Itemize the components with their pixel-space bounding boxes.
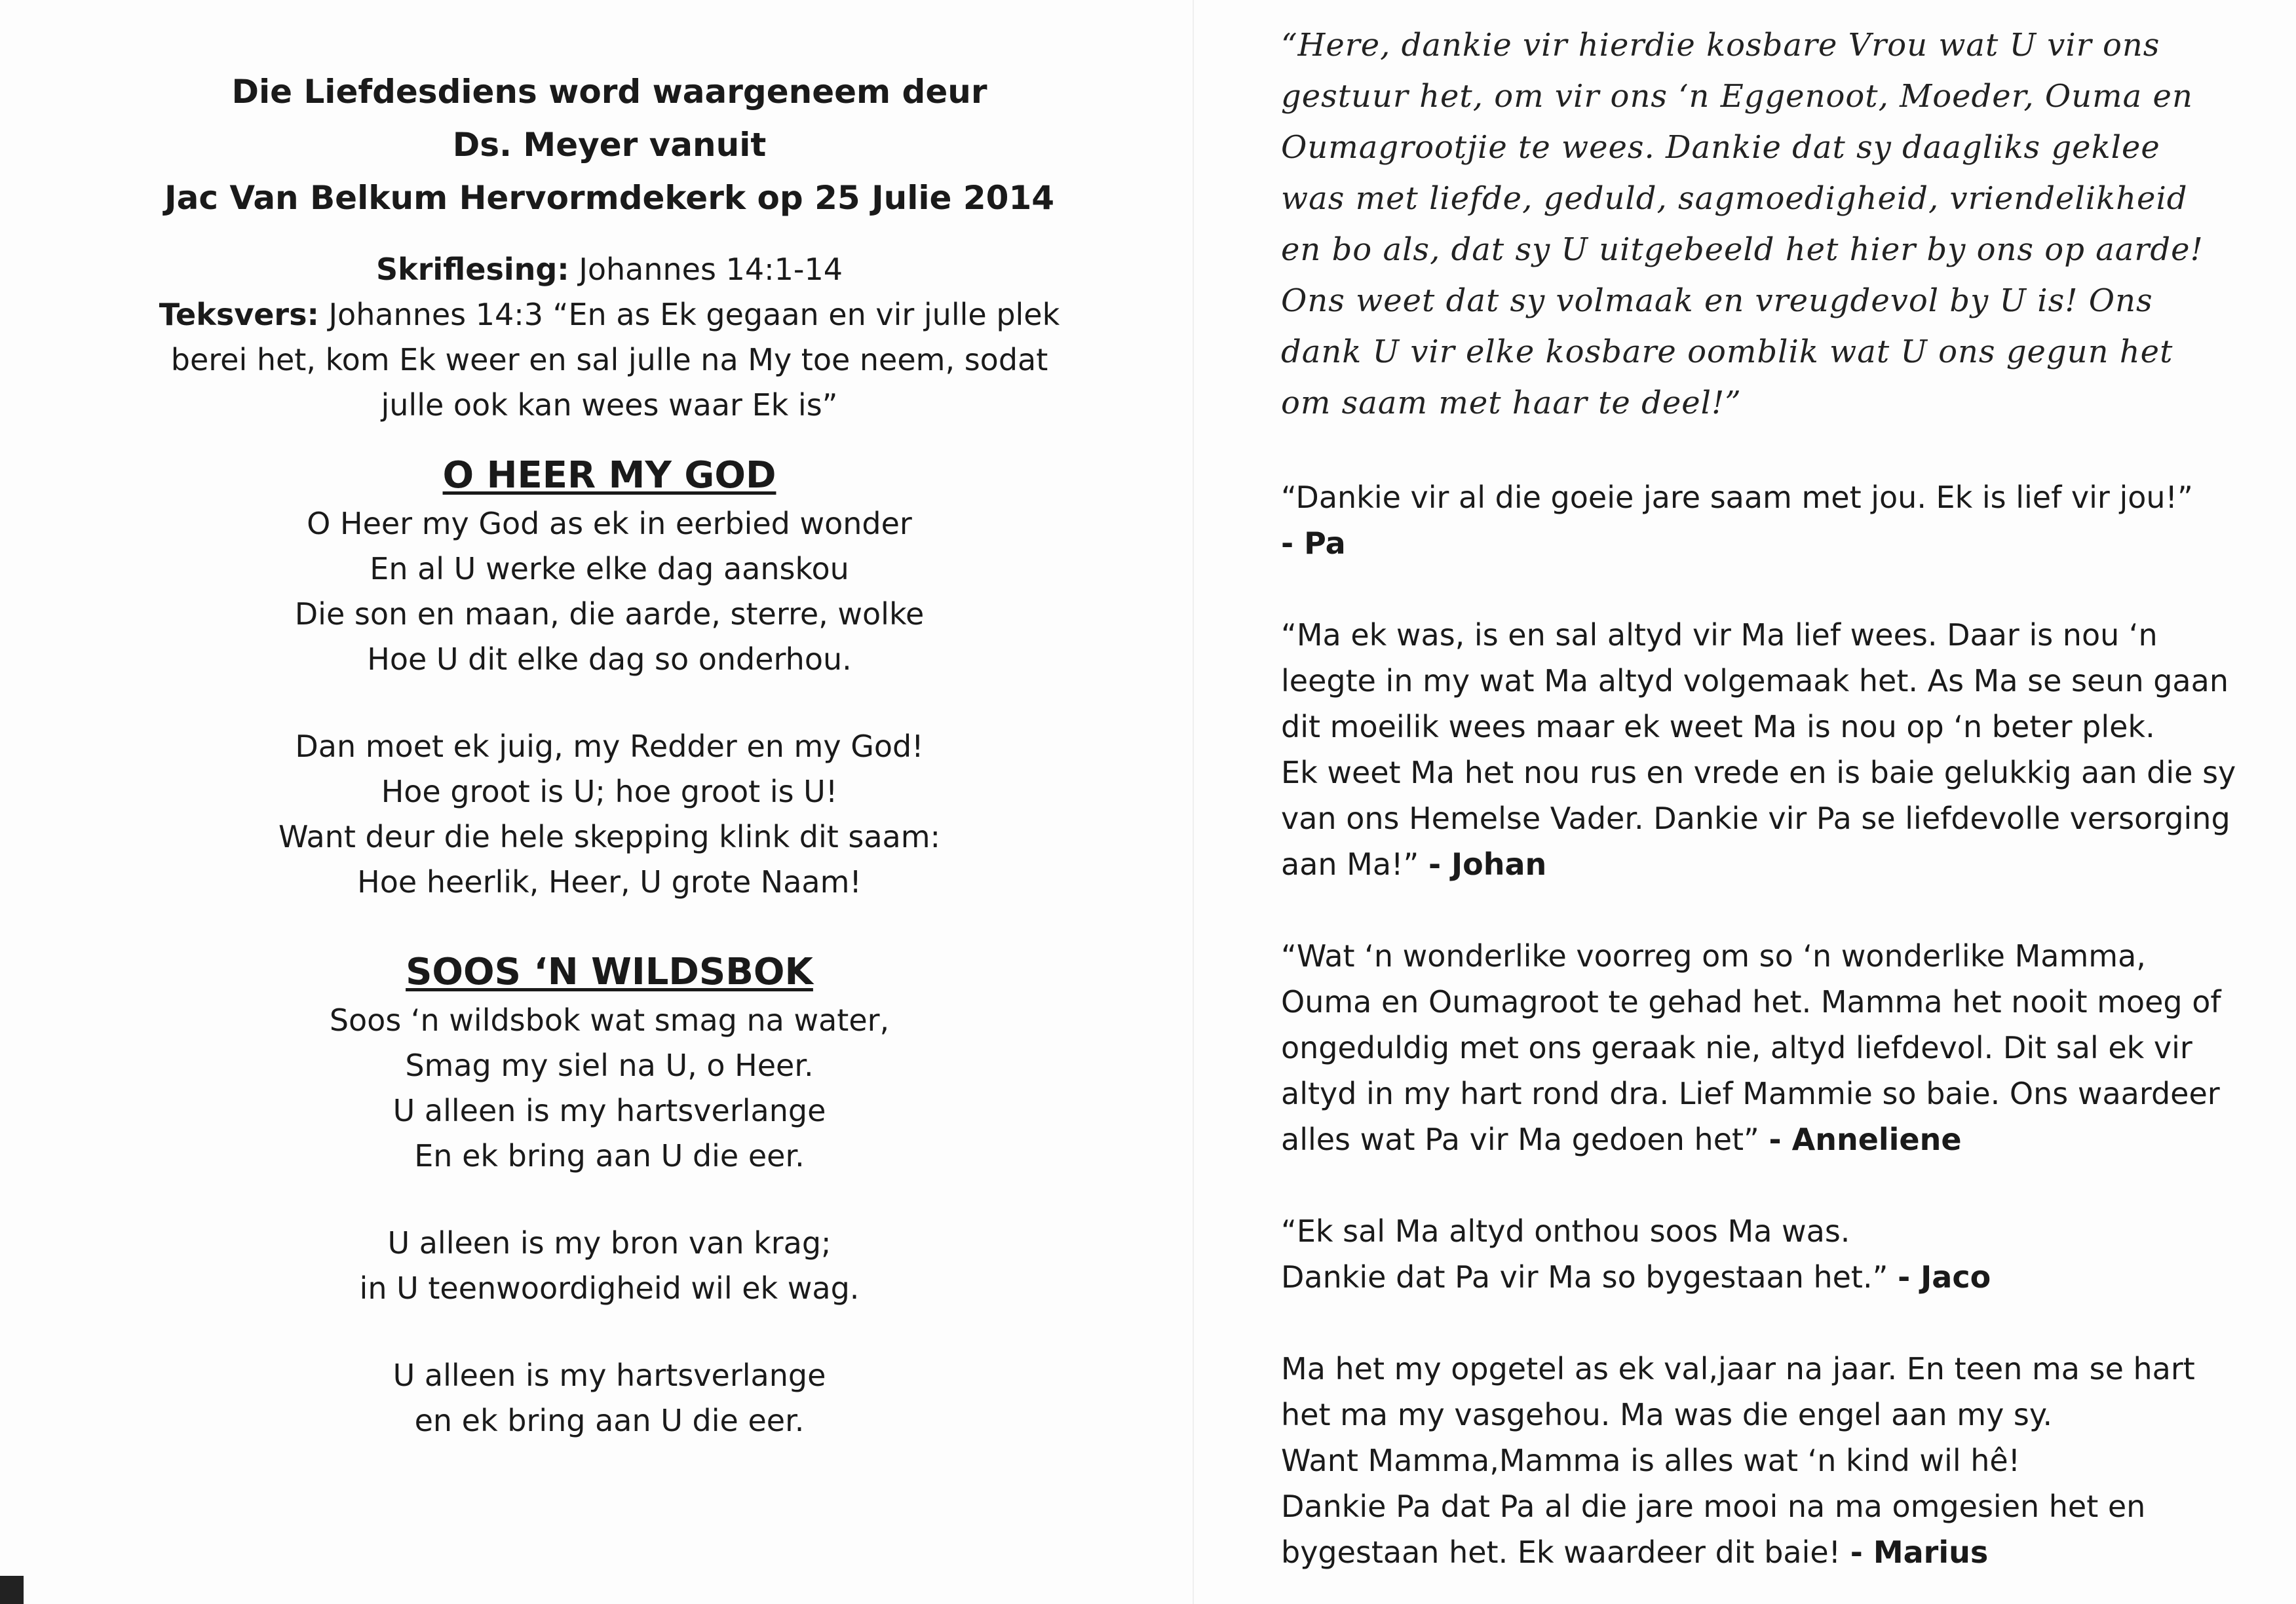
tribute-line: “Ek sal Ma altyd onthou soos Ma was. (1281, 1213, 1850, 1249)
tribute-jaco (1281, 1208, 2264, 1300)
song-verse (72, 998, 1147, 1179)
tribute-signature: - Marius (1850, 1535, 1989, 1570)
song-o-heer-my-god (72, 450, 1147, 905)
lyric-line: En al U werke elke dag aanskou (370, 551, 849, 586)
text-verse-line: Teksvers: Johannes 14:3 “En as Ek gegaan en vir julle plek (159, 297, 1060, 332)
prayer-line: was met liefde, geduld, sagmoedigheid, vriendelikheid (1281, 180, 2188, 217)
tribute-anneliene (1281, 933, 2264, 1162)
song-verse (72, 1353, 1147, 1443)
tribute-line: bygestaan het. Ek waardeer dit baie! - Marius (1281, 1535, 1989, 1570)
tribute-marius (1281, 1346, 2264, 1575)
song-soos-n-wildsbok (72, 947, 1147, 1443)
prayer-line: Oumagrootjie te wees. Dankie dat sy daagliks geklee (1281, 129, 2160, 166)
tribute-line: leegte in my wat Ma altyd volgemaak het. As Ma se seun gaan (1281, 663, 2229, 698)
heading-line: Ds. Meyer vanuit (452, 126, 767, 164)
prayer-line: om saam met haar te deel!” (1281, 385, 1742, 421)
lyric-line: U alleen is my hartsverlange (392, 1358, 826, 1393)
tribute-line: ongeduldig met ons geraak nie, altyd liefdevol. Dit sal ek vir (1281, 1030, 2192, 1065)
heading-line: Die Liefdesdiens word waargeneem deur (231, 73, 987, 111)
scripture-reading (72, 247, 1147, 292)
song-verse (72, 1221, 1147, 1311)
service-heading (72, 66, 1147, 225)
tribute-line: Ma het my opgetel as ek val,jaar na jaar. En teen ma se hart (1281, 1351, 2195, 1386)
reading-value: Johannes 14:1-14 (579, 252, 843, 287)
tribute-line: het ma my vasgehou. Ma was die engel aan my sy. (1281, 1397, 2053, 1432)
tribute-signature: - Pa (1281, 525, 1346, 561)
prayer-line: en bo als, dat sy U uitgebeeld het hier by ons op aarde! (1281, 231, 2204, 268)
text-verse-line: julle ook kan wees waar Ek is” (381, 387, 838, 423)
scan-edge-mark (0, 1576, 24, 1604)
lyric-line: in U teenwoordigheid wil ek wag. (359, 1270, 860, 1306)
right-page (1281, 20, 2264, 1575)
lyric-line: Hoe heerlik, Heer, U grote Naam! (357, 864, 862, 900)
lyric-line: en ek bring aan U die eer. (414, 1403, 805, 1438)
tribute-line: van ons Hemelse Vader. Dankie vir Pa se liefdevolle versorging (1281, 801, 2230, 836)
text-verse-label: Teksvers: (159, 297, 319, 332)
lyric-line: Hoe groot is U; hoe groot is U! (381, 774, 838, 809)
tribute-line: Ouma en Oumagroot te gehad het. Mamma het nooit moeg of (1281, 984, 2221, 1020)
tribute-line: altyd in my hart rond dra. Lief Mammie so baie. Ons waardeer (1281, 1076, 2220, 1111)
tribute-signature: - Johan (1428, 847, 1547, 882)
tribute-line: “Ma ek was, is en sal altyd vir Ma lief wees. Daar is nou ‘n (1281, 617, 2158, 653)
lyric-line: Want deur die hele skepping klink dit saam: (278, 819, 941, 854)
tribute-line: “Wat ‘n wonderlike voorreg om so ‘n wonderlike Mamma, (1281, 938, 2146, 974)
page-fold (1193, 0, 1194, 1604)
lyric-line: U alleen is my hartsverlange (392, 1093, 826, 1128)
tribute-line: Want Mamma,Mamma is alles wat ‘n kind wil hê! (1281, 1443, 2021, 1478)
tribute-line: aan Ma!” - Johan (1281, 847, 1547, 882)
tribute-line: Ek weet Ma het nou rus en vrede en is baie gelukkig aan die sy (1281, 755, 2236, 790)
tribute-pa (1281, 474, 2264, 566)
lyric-line: Smag my siel na U, o Heer. (405, 1048, 814, 1083)
lyric-line: Hoe U dit elke dag so onderhou. (367, 641, 852, 677)
lyric-line: U alleen is my bron van krag; (387, 1225, 832, 1261)
lyric-line: Dan moet ek juig, my Redder en my God! (295, 729, 924, 764)
prayer-line: dank U vir elke kosbare oomblik wat U ons gegun het (1281, 334, 2173, 370)
lyric-line: Soos ‘n wildsbok wat smag na water, (329, 1002, 890, 1038)
song-title: O HEER MY GOD (442, 454, 776, 497)
tribute-line: Dankie Pa dat Pa al die jare mooi na ma omgesien het en (1281, 1489, 2146, 1524)
lyric-line: O Heer my God as ek in eerbied wonder (307, 506, 912, 541)
prayer-line: “Here, dankie vir hierdie kosbare Vrou wat U vir ons (1281, 27, 2160, 64)
song-chorus (72, 724, 1147, 905)
left-page (72, 66, 1147, 1443)
song-verse (72, 501, 1147, 682)
tribute-line: Dankie dat Pa vir Ma so bygestaan het.” - Jaco (1281, 1259, 1991, 1295)
reading-label: Skriflesing: (376, 252, 569, 287)
text-verse (72, 292, 1147, 428)
heading-line: Jac Van Belkum Hervormdekerk op 25 Julie 2014 (164, 179, 1055, 217)
tribute-line: dit moeilik wees maar ek weet Ma is nou op ‘n beter plek. (1281, 709, 2155, 744)
tribute-johan (1281, 612, 2264, 887)
tribute-signature: - Anneliene (1769, 1122, 1962, 1157)
lyric-line: En ek bring aan U die eer. (414, 1138, 805, 1174)
prayer-line: gestuur het, om vir ons ‘n Eggenoot, Moeder, Ouma en (1281, 78, 2193, 115)
tribute-signature: - Jaco (1898, 1259, 1991, 1295)
tribute-line: alles wat Pa vir Ma gedoen het” - Anneliene (1281, 1122, 1962, 1157)
family-prayer (1281, 20, 2264, 429)
lyric-line: Die son en maan, die aarde, sterre, wolke (294, 596, 925, 632)
prayer-line: Ons weet dat sy volmaak en vreugdevol by U is! Ons (1281, 282, 2153, 319)
text-verse-line: berei het, kom Ek weer en sal julle na My toe neem, sodat (170, 342, 1048, 377)
tribute-line: “Dankie vir al die goeie jare saam met jou. Ek is lief vir jou!” (1281, 480, 2193, 515)
song-title: SOOS ‘N WILDSBOK (406, 951, 813, 993)
